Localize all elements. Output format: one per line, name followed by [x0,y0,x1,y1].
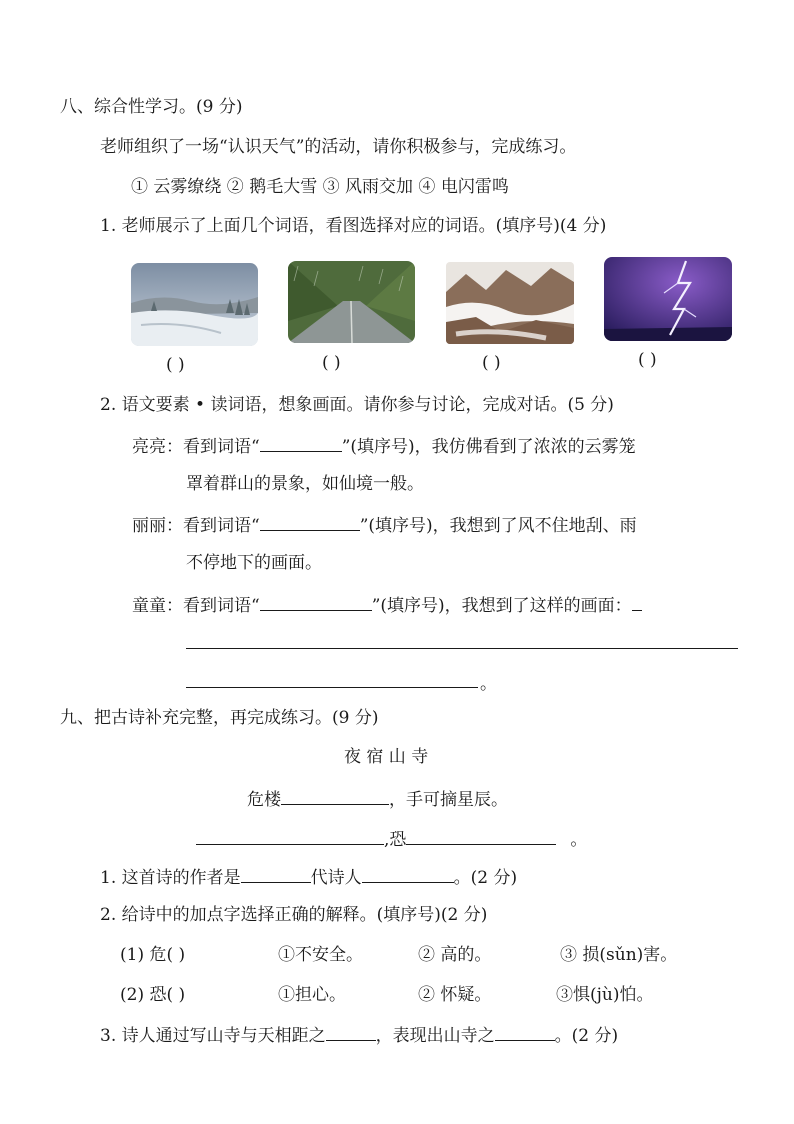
tongtong-answer-start[interactable] [632,592,642,611]
q9-3-prefix: 3. 诗人通过写山寺与天相距之 [100,1026,326,1046]
answer-paren-3[interactable]: ( ) [482,353,501,373]
poem-line-2-mid: ,恐 [384,830,407,850]
section-8-title: 八、综合性学习。(9 分) [60,97,243,117]
section-9-title: 九、把古诗补充完整，再完成练习。(9 分) [60,708,379,728]
tongtong-end-mark: 。 [480,674,497,694]
lili-prefix: 丽丽：看到词语“ [132,516,260,536]
q9-2-row-2-option-2: ② 怀疑。 [418,985,492,1005]
dynasty-blank[interactable] [241,864,311,883]
lili-line-2: 不停地下的画面。 [186,553,322,573]
liangliang-prefix: 亮亮：看到词语“ [132,437,260,457]
q9-2-row-1-option-2: ② 高的。 [418,945,492,965]
poem-line-1-end: ，手可摘星辰。 [389,790,508,810]
answer-paren-1[interactable]: ( ) [166,355,185,375]
poem-line-2-blank-1[interactable] [196,826,384,845]
poet-blank[interactable] [362,864,454,883]
q9-1-mid: 代诗人 [310,868,362,888]
tongtong-blank[interactable] [260,592,372,611]
question-8-2: 2. 语文要素 • 读词语，想象画面。请你参与讨论，完成对话。(5 分) [100,395,614,415]
q9-3-suffix: 。(2 分) [554,1026,619,1046]
tongtong-answer-line-1[interactable] [186,648,738,649]
answer-paren-4[interactable]: ( ) [638,350,657,370]
rainy-road-image [288,261,415,343]
q9-2-row-1-option-3: ③ 损(sǔn)害。 [560,945,678,965]
q9-1-suffix: 。(2 分) [453,868,518,888]
liangliang-suffix: ”(填序号)，我仿佛看到了浓浓的云雾笼 [341,437,636,457]
tongtong-answer-line-2[interactable] [186,687,478,688]
section-8-intro: 老师组织了一场“认识天气”的活动，请你积极参与，完成练习。 [100,137,577,157]
poem-line-1-start: 危楼 [247,790,281,810]
snowy-landscape-image [131,263,258,346]
q9-2-row-2-option-3: ③惧(jù)怕。 [556,985,654,1005]
poem-line-2-end: 。 [570,830,588,850]
poem-line-1-blank[interactable] [281,786,389,805]
lightning-storm-image [604,257,732,341]
poem-line-2-blank-2[interactable] [406,826,556,845]
liangliang-line-2: 罩着群山的景象，如仙境一般。 [186,474,424,494]
poem-line-2 [196,826,587,852]
lili-line-1 [132,512,637,538]
lili-suffix: ”(填序号)，我想到了风不住地刮、雨 [359,516,637,536]
liangliang-blank[interactable] [260,433,342,452]
misty-mountains-image [446,262,574,344]
q9-2-row-1-label[interactable]: (1) 危( ) [120,945,186,965]
tongtong-suffix: ”(填序号)，我想到了这样的画面： [371,596,632,616]
question-9-2: 2. 给诗中的加点字选择正确的解释。(填序号)(2 分) [100,905,488,925]
q9-2-row-1-option-1: ①不安全。 [278,945,363,965]
lili-blank[interactable] [260,512,360,531]
q9-3-mid: ，表现出山寺之 [375,1026,495,1046]
question-9-1 [100,864,517,890]
question-8-1: 1. 老师展示了上面几个词语，看图选择对应的词语。(填序号)(4 分) [100,216,607,236]
distance-blank[interactable] [326,1022,376,1041]
answer-paren-2[interactable]: ( ) [322,353,341,373]
temple-height-blank[interactable] [495,1022,555,1041]
tongtong-line-1 [132,592,642,618]
liangliang-line-1 [132,433,636,459]
poem-line-1 [247,786,508,812]
word-options: ① 云雾缭绕 ② 鹅毛大雪 ③ 风雨交加 ④ 电闪雷鸣 [131,177,509,197]
q9-2-row-2-option-1: ①担心。 [278,985,346,1005]
q9-2-row-2-label[interactable]: (2) 恐( ) [120,985,186,1005]
question-9-3 [100,1022,618,1048]
q9-1-prefix: 1. 这首诗的作者是 [100,868,241,888]
poem-title: 夜 宿 山 寺 [344,747,429,767]
tongtong-prefix: 童童：看到词语“ [132,596,260,616]
